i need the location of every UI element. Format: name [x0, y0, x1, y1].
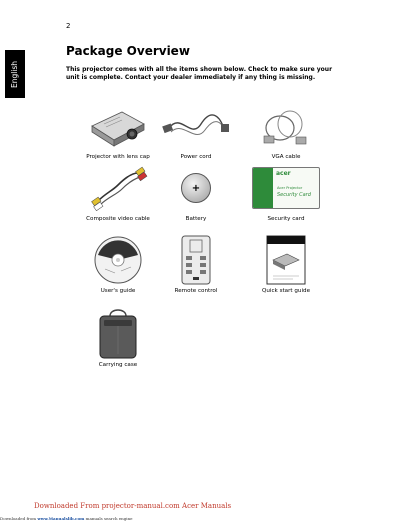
- language-tab: [5, 50, 25, 98]
- security-card-line2: Security Card: [277, 192, 311, 198]
- package-item-vga-cable: [236, 100, 336, 160]
- intro-text: This projector comes with all the items shown below. Check to make sure your unit is complete. Contact your dealer immediately if any thing is missing.: [66, 66, 333, 81]
- package-item-remote-control: [146, 234, 246, 294]
- security-card-brand: acer: [276, 170, 291, 177]
- package-item-battery: [146, 162, 246, 222]
- security-card-icon: [236, 162, 336, 214]
- page-title: Package Overview: [66, 44, 190, 58]
- carrying-case-icon: [68, 306, 168, 360]
- item-caption: Security card: [267, 216, 305, 222]
- item-caption: Carrying case: [98, 362, 138, 368]
- package-item-power-cord: [146, 100, 246, 160]
- item-caption: User's guide: [100, 288, 136, 294]
- item-caption: VGA cable: [271, 154, 301, 160]
- item-caption: Battery: [185, 216, 207, 222]
- language-tab-label: English: [10, 60, 20, 88]
- battery-icon: [146, 162, 246, 214]
- footer-prefix: Downloaded from: [0, 516, 38, 521]
- battery-plus-label: +: [191, 182, 201, 194]
- page-number: 2: [66, 22, 71, 30]
- item-caption: Projector with lens cap: [86, 154, 150, 160]
- power-cord-icon: [146, 100, 246, 152]
- security-card-line1: Acer Projector: [277, 186, 303, 190]
- manualslib-footer: [0, 516, 133, 521]
- download-source-link[interactable]: Downloaded From projector-manual.com Acer Manuals: [34, 502, 232, 510]
- footer-suffix: manuals search engine: [84, 516, 133, 521]
- package-item-security-card: [236, 162, 336, 222]
- package-item-quick-start-guide: [236, 234, 336, 294]
- package-item-carrying-case: [68, 306, 168, 368]
- item-caption: Composite video cable: [86, 216, 150, 222]
- item-caption: Power cord: [180, 154, 212, 160]
- item-caption: Quick start guide: [261, 288, 311, 294]
- item-caption: Remote control: [174, 288, 218, 294]
- booklet-icon: [236, 234, 336, 286]
- manualslib-link[interactable]: www.Manualslib.com: [37, 516, 85, 521]
- vga-cable-icon: [236, 100, 336, 152]
- remote-control-icon: [146, 234, 246, 286]
